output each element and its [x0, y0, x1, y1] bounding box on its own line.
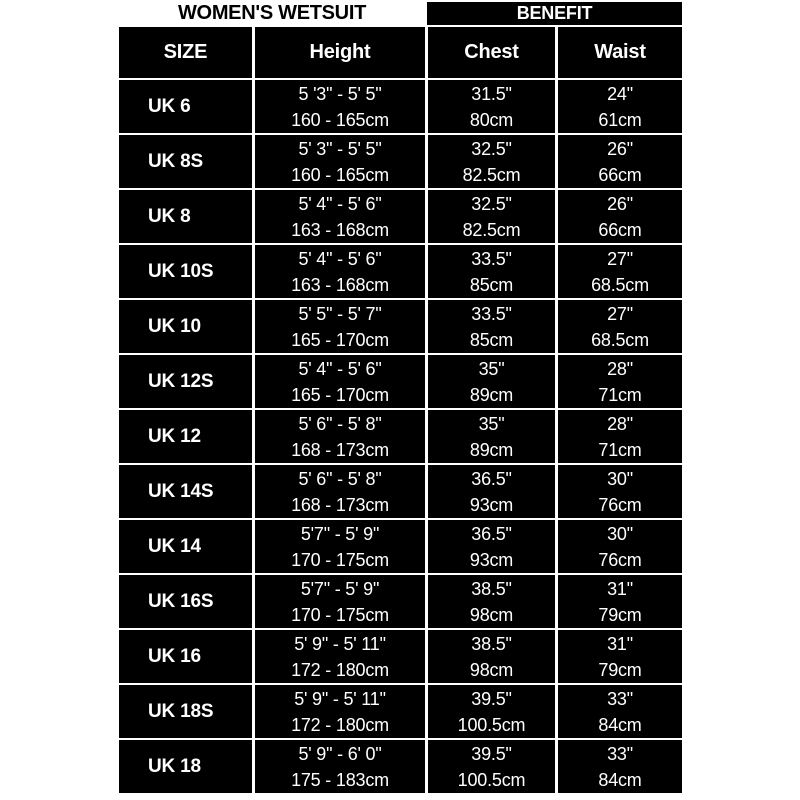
- size-cell: UK 10: [119, 300, 252, 353]
- height-metric: 160 - 165cm: [291, 164, 389, 185]
- waist-metric: 66cm: [598, 164, 642, 185]
- height-imperial: 5'7" - 5' 9": [300, 523, 380, 544]
- chest-imperial: 33.5": [471, 248, 512, 269]
- waist-metric: 79cm: [598, 659, 642, 680]
- chest-cell: [428, 465, 555, 518]
- chest-cell: [428, 685, 555, 738]
- waist-metric: 71cm: [598, 439, 642, 460]
- height-imperial: 5' 9" - 6' 0": [298, 743, 382, 764]
- height-metric: 172 - 180cm: [291, 659, 389, 680]
- column-header-waist: Waist: [558, 27, 682, 78]
- height-cell: [255, 630, 425, 683]
- height-metric: 163 - 168cm: [291, 274, 389, 295]
- chest-imperial: 39.5": [471, 743, 512, 764]
- waist-cell: [558, 245, 682, 298]
- chest-metric: 82.5cm: [462, 219, 521, 240]
- waist-cell: [558, 685, 682, 738]
- chest-cell: [428, 300, 555, 353]
- waist-imperial: 27": [607, 248, 633, 269]
- height-metric: 168 - 173cm: [291, 439, 389, 460]
- chest-metric: 100.5cm: [457, 714, 526, 735]
- height-imperial: 5' 5" - 5' 7": [298, 303, 382, 324]
- waist-imperial: 31": [607, 578, 633, 599]
- chest-metric: 89cm: [469, 439, 514, 460]
- size-cell: UK 14: [119, 520, 252, 573]
- chest-cell: [428, 135, 555, 188]
- height-imperial: 5' 6" - 5' 8": [298, 468, 382, 489]
- height-imperial: 5 '3" - 5' 5": [298, 83, 382, 104]
- height-cell: [255, 190, 425, 243]
- waist-imperial: 27": [607, 303, 633, 324]
- chest-imperial: 36.5": [471, 468, 512, 489]
- chest-imperial: 33.5": [471, 303, 512, 324]
- height-imperial: 5' 6" - 5' 8": [298, 413, 382, 434]
- chest-metric: 85cm: [469, 274, 514, 295]
- size-cell: UK 12S: [119, 355, 252, 408]
- waist-cell: [558, 300, 682, 353]
- chest-cell: [428, 245, 555, 298]
- benefit-badge: BENEFIT: [427, 2, 682, 25]
- height-cell: [255, 135, 425, 188]
- chest-metric: 85cm: [469, 329, 514, 350]
- height-metric: 165 - 170cm: [291, 384, 389, 405]
- chest-metric: 82.5cm: [462, 164, 521, 185]
- chest-imperial: 36.5": [471, 523, 512, 544]
- size-cell: UK 14S: [119, 465, 252, 518]
- size-cell: UK 16S: [119, 575, 252, 628]
- waist-metric: 76cm: [598, 549, 642, 570]
- height-metric: 163 - 168cm: [291, 219, 389, 240]
- size-cell: UK 6: [119, 80, 252, 133]
- waist-metric: 68.5cm: [591, 274, 649, 295]
- height-imperial: 5' 4" - 5' 6": [298, 248, 382, 269]
- height-cell: [255, 410, 425, 463]
- height-cell: [255, 575, 425, 628]
- waist-cell: [558, 520, 682, 573]
- page-title: WOMEN'S WETSUIT: [177, 1, 367, 24]
- height-cell: [255, 245, 425, 298]
- height-cell: [255, 300, 425, 353]
- height-imperial: 5'7" - 5' 9": [300, 578, 380, 599]
- size-cell: UK 18: [119, 740, 252, 793]
- waist-imperial: 24": [607, 83, 633, 104]
- waist-cell: [558, 410, 682, 463]
- waist-cell: [558, 740, 682, 793]
- waist-metric: 66cm: [598, 219, 642, 240]
- chest-metric: 98cm: [469, 659, 514, 680]
- chest-cell: [428, 190, 555, 243]
- chest-metric: 100.5cm: [457, 769, 526, 790]
- waist-imperial: 30": [607, 523, 633, 544]
- waist-cell: [558, 135, 682, 188]
- chest-cell: [428, 410, 555, 463]
- chest-imperial: 39.5": [471, 688, 512, 709]
- height-metric: 172 - 180cm: [291, 714, 389, 735]
- height-imperial: 5' 9" - 5' 11": [294, 688, 386, 709]
- chest-metric: 98cm: [469, 604, 514, 625]
- column-header-size: SIZE: [119, 27, 252, 78]
- chest-metric: 80cm: [469, 109, 514, 130]
- chest-imperial: 38.5": [471, 578, 512, 599]
- height-metric: 175 - 183cm: [291, 769, 389, 790]
- size-cell: UK 8: [119, 190, 252, 243]
- waist-imperial: 31": [607, 633, 633, 654]
- waist-cell: [558, 630, 682, 683]
- waist-imperial: 26": [607, 193, 633, 214]
- height-imperial: 5' 3" - 5' 5": [298, 138, 382, 159]
- waist-cell: [558, 575, 682, 628]
- chest-metric: 89cm: [469, 384, 514, 405]
- waist-imperial: 33": [607, 688, 633, 709]
- waist-imperial: 26": [607, 138, 633, 159]
- chest-imperial: 32.5": [471, 193, 512, 214]
- column-header-height: Height: [255, 27, 425, 78]
- chest-imperial: 31.5": [471, 83, 512, 104]
- waist-imperial: 30": [607, 468, 633, 489]
- chest-cell: [428, 630, 555, 683]
- waist-imperial: 33": [607, 743, 633, 764]
- height-metric: 170 - 175cm: [291, 604, 389, 625]
- height-cell: [255, 740, 425, 793]
- height-cell: [255, 520, 425, 573]
- waist-metric: 79cm: [598, 604, 642, 625]
- size-cell: UK 10S: [119, 245, 252, 298]
- chest-imperial: 38.5": [471, 633, 512, 654]
- size-cell: UK 16: [119, 630, 252, 683]
- waist-imperial: 28": [607, 358, 633, 379]
- waist-metric: 61cm: [598, 109, 642, 130]
- chest-imperial: 35": [478, 358, 505, 379]
- chest-metric: 93cm: [469, 549, 514, 570]
- height-metric: 160 - 165cm: [291, 109, 389, 130]
- waist-imperial: 28": [607, 413, 633, 434]
- waist-cell: [558, 80, 682, 133]
- height-metric: 165 - 170cm: [291, 329, 389, 350]
- chest-cell: [428, 520, 555, 573]
- waist-metric: 84cm: [598, 714, 642, 735]
- column-header-chest: Chest: [428, 27, 555, 78]
- waist-metric: 76cm: [598, 494, 642, 515]
- chest-cell: [428, 80, 555, 133]
- waist-cell: [558, 190, 682, 243]
- chest-cell: [428, 740, 555, 793]
- height-cell: [255, 465, 425, 518]
- height-imperial: 5' 4" - 5' 6": [298, 193, 382, 214]
- waist-cell: [558, 465, 682, 518]
- chest-imperial: 35": [478, 413, 505, 434]
- height-cell: [255, 685, 425, 738]
- height-imperial: 5' 9" - 5' 11": [294, 633, 386, 654]
- chest-imperial: 32.5": [471, 138, 512, 159]
- size-cell: UK 8S: [119, 135, 252, 188]
- height-imperial: 5' 4" - 5' 6": [298, 358, 382, 379]
- height-cell: [255, 80, 425, 133]
- waist-metric: 68.5cm: [591, 329, 649, 350]
- height-metric: 168 - 173cm: [291, 494, 389, 515]
- waist-metric: 71cm: [598, 384, 642, 405]
- chest-cell: [428, 355, 555, 408]
- waist-cell: [558, 355, 682, 408]
- height-cell: [255, 355, 425, 408]
- waist-metric: 84cm: [598, 769, 642, 790]
- chest-cell: [428, 575, 555, 628]
- size-cell: UK 12: [119, 410, 252, 463]
- height-metric: 170 - 175cm: [291, 549, 389, 570]
- chest-metric: 93cm: [469, 494, 514, 515]
- size-table: [119, 27, 682, 793]
- size-cell: UK 18S: [119, 685, 252, 738]
